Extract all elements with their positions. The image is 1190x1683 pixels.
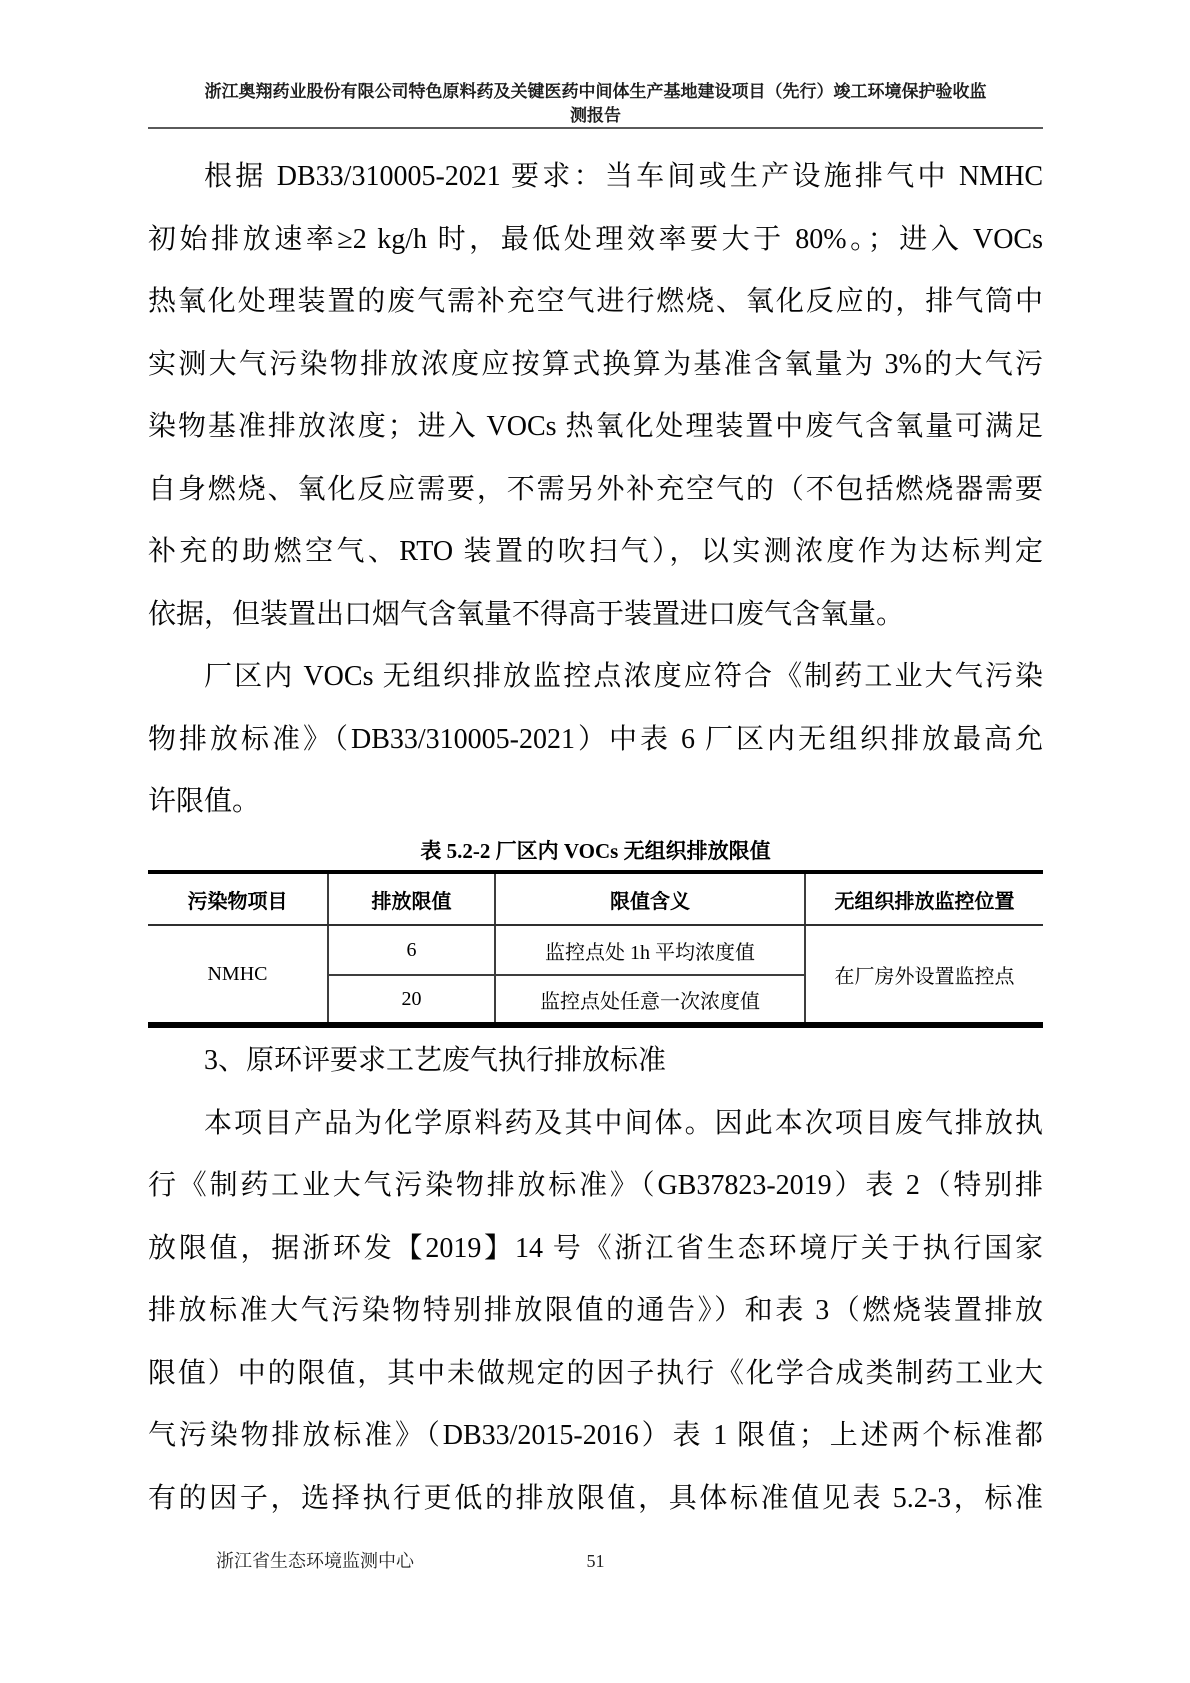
body-line: 厂区内 VOCs 无组织排放监控点浓度应符合《制药工业大气污染 (204, 661, 1043, 692)
paragraph-2 (148, 646, 1043, 834)
section-3 (148, 1030, 1043, 1530)
col-header-location: 无组织排放监控位置 (805, 872, 1043, 925)
body-line: 染物基准排放浓度；进入 VOCs 热氧化处理装置中废气含氧量可满足 (148, 411, 1043, 442)
cell-limit-2: 20 (328, 975, 495, 1025)
header-divider (148, 127, 1043, 129)
header-title-line2: 测报告 (570, 106, 621, 125)
table-caption: 表 5.2-2 厂区内 VOCs 无组织排放限值 (420, 839, 771, 863)
body-line: 补充的助燃空气、RTO 装置的吹扫气），以实测浓度作为达标判定 (148, 536, 1043, 567)
voc-limits-table-wrap (148, 870, 1043, 1028)
body-line: 根据 DB33/310005-2021 要求：当车间或生产设施排气中 NMHC (204, 161, 1043, 192)
cell-meaning-1: 监控点处 1h 平均浓度值 (495, 925, 805, 975)
voc-limits-table (148, 870, 1043, 1028)
body-line: 热氧化处理装置的废气需补充空气进行燃烧、氧化反应的，排气筒中 (148, 286, 1043, 317)
cell-location: 在厂房外设置监控点 (805, 925, 1043, 1025)
body-line: 许限值。 (148, 786, 261, 817)
body-line: 气污染物排放标准》（DB33/2015-2016）表 1 限值；上述两个标准都 (148, 1420, 1043, 1451)
page-number: 51 (586, 1551, 605, 1571)
body-line: 自身燃烧、氧化反应需要，不需另外补充空气的（不包括燃烧器需要 (148, 473, 1043, 505)
footer-organization: 浙江省生态环境监测中心 (216, 1551, 414, 1571)
body-line: 有的因子，选择执行更低的排放限值，具体标准值见表 5.2-3，标准 (148, 1482, 1043, 1514)
cell-limit-1: 6 (328, 925, 495, 975)
header-title-line1: 浙江奥翔药业股份有限公司特色原料药及关键医药中间体生产基地建设项目（先行）竣工环境保护验收监 (204, 82, 987, 101)
cell-pollutant: NMHC (207, 962, 268, 985)
col-header-limit: 排放限值 (328, 872, 495, 925)
body-line: 依据，但装置出口烟气含氧量不得高于装置进口废气含氧量。 (148, 598, 905, 630)
body-line: 排放标准大气污染物特别排放限值的通告》）和表 3（燃烧装置排放 (148, 1295, 1043, 1326)
cell-meaning-2: 监控点处任意一次浓度值 (495, 975, 805, 1025)
body-line: 放限值，据浙环发【2019】14 号《浙江省生态环境厅关于执行国家 (148, 1232, 1043, 1264)
col-header-pollutant: 污染物项目 (148, 872, 328, 925)
col-header-meaning: 限值含义 (495, 872, 805, 925)
body-line: 本项目产品为化学原料药及其中间体。因此本次项目废气排放执 (204, 1107, 1043, 1139)
body-line: 限值）中的限值，其中未做规定的因子执行《化学合成类制药工业大 (148, 1357, 1043, 1389)
body-line: 物排放标准》（DB33/310005-2021）中表 6 厂区内无组织排放最高允 (148, 723, 1043, 755)
table-row (148, 925, 1043, 975)
paragraph-1 (148, 146, 1043, 646)
body-line: 行《制药工业大气污染物排放标准》（GB37823-2019）表 2（特别排 (148, 1170, 1043, 1201)
body-line: 实测大气污染物排放浓度应按算式换算为基准含氧量为 3%的大气污 (148, 348, 1043, 380)
page-header (148, 80, 1043, 128)
body-line: 初始排放速率≥2 kg/h 时，最低处理效率要大于 80%。；进入 VOCs (148, 223, 1043, 255)
table-header-row (148, 872, 1043, 925)
section-heading: 3、原环评要求工艺废气执行排放标准 (204, 1045, 667, 1076)
